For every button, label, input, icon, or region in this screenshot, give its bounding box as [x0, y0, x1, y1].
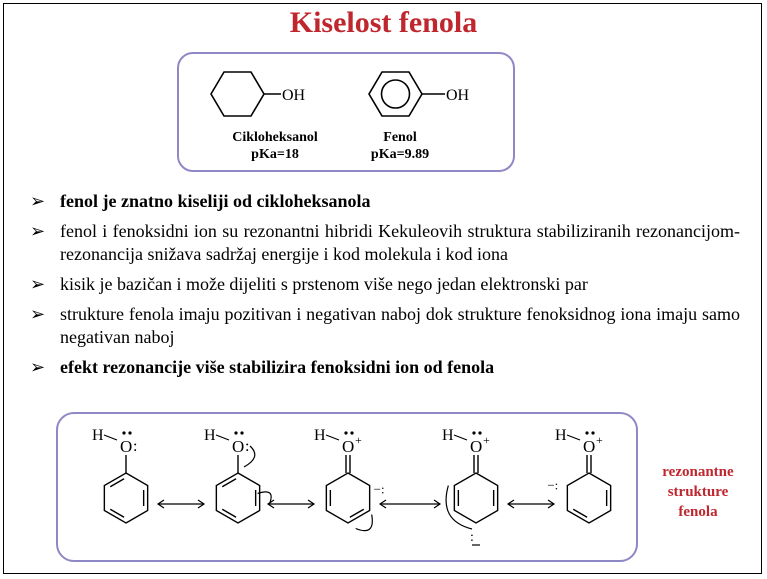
- resonance-label-line: fenola: [678, 504, 718, 520]
- bullet-item: [30, 356, 740, 379]
- cyclohexanol-oh-group: OH: [282, 87, 306, 104]
- oxygen-atom: O: [470, 437, 483, 456]
- positive-charge: +: [483, 433, 490, 447]
- bullet-item: [30, 303, 740, 349]
- resonance-ring: [326, 473, 369, 523]
- bullet-list: [30, 190, 740, 386]
- lone-pair-dot: [478, 431, 481, 434]
- slide-title: Kiselost fenola: [289, 6, 478, 39]
- o-h-bond: [216, 435, 229, 440]
- lone-pair-dot: [240, 431, 243, 434]
- cyclohexane-ring: [211, 72, 264, 116]
- lone-pair-right: :: [133, 438, 138, 455]
- hydrogen-atom: H: [92, 427, 104, 444]
- resonance-ring: [104, 473, 147, 523]
- bullet-text: kisik je bazičan i može dijeliti s prstenom više nego jedan elektronski par: [60, 274, 588, 294]
- lone-pair-bottom: :: [470, 530, 474, 545]
- resonance-structures-diagram: [56, 412, 638, 562]
- oxygen-atom: O: [583, 437, 596, 456]
- hydrogen-atom: H: [442, 427, 454, 444]
- resonance-label-line: strukture: [667, 484, 729, 500]
- negative-charge: −:: [373, 481, 385, 497]
- cyclohexanol-pka: pKa=18: [251, 147, 299, 162]
- phenol-pka: pKa=9.89: [370, 147, 430, 162]
- benzene-ring: [369, 72, 422, 116]
- oxygen-atom: O: [232, 437, 245, 456]
- bullet-item: [30, 190, 740, 213]
- bullet-text: efekt rezonancije više stabilizira fenoksidni ion od fenola: [60, 357, 495, 377]
- positive-charge: +: [596, 433, 603, 447]
- resonance-ring: [216, 473, 259, 523]
- lone-pair-dot: [128, 431, 131, 434]
- bullet-item: [30, 220, 740, 266]
- negative-charge: −:: [547, 477, 559, 493]
- resonance-ring: [454, 473, 497, 523]
- bullet-text: strukture fenola imaju pozitivan i negativan naboj dok strukture fenoksidnog iona imaju samo negativan naboj: [60, 304, 740, 347]
- double-bond-line: [222, 479, 236, 487]
- phenol-name: Fenol: [383, 130, 417, 145]
- hydrogen-atom: H: [204, 427, 216, 444]
- o-h-bond: [326, 435, 339, 440]
- positive-charge: +: [355, 433, 362, 447]
- arrow-bullet-icon: ➢: [30, 274, 46, 294]
- double-bond-line: [110, 509, 124, 517]
- hydrogen-atom: H: [314, 427, 326, 444]
- arrow-bullet-icon: ➢: [30, 191, 46, 211]
- phenol-oh-group: OH: [446, 87, 470, 104]
- resonance-ring: [567, 473, 610, 523]
- oxygen-atom: O: [120, 437, 133, 456]
- o-h-bond: [104, 435, 117, 440]
- double-bond-line: [110, 479, 124, 487]
- hydrogen-atom: H: [555, 427, 567, 444]
- double-bond-line: [573, 509, 587, 517]
- phenol-label: [350, 129, 450, 163]
- arrow-bullet-icon: ➢: [30, 221, 46, 241]
- oxygen-atom: O: [342, 437, 355, 456]
- bullet-item: [30, 273, 740, 296]
- lone-pair-dot: [234, 431, 237, 434]
- resonance-label: [650, 462, 746, 522]
- lone-pair-dot: [591, 431, 594, 434]
- lone-pair-dot: [585, 431, 588, 434]
- resonance-label-line: rezonantne: [662, 464, 734, 480]
- arrow-bullet-icon: ➢: [30, 304, 46, 324]
- cyclohexanol-name: Cikloheksanol: [232, 130, 318, 145]
- lone-pair-dot: [122, 431, 125, 434]
- double-bond-line: [350, 509, 364, 517]
- lone-pair-dot: [350, 431, 353, 434]
- double-bond-line: [222, 509, 236, 517]
- cyclohexanol-label: [210, 129, 340, 163]
- bullet-text: fenol i fenoksidni ion su rezonantni hibridi Kekuleovih struktura stabiliziranih rezonancijom- rezonancija snižava sadržaj energije i kod molekula i kod iona: [60, 221, 740, 264]
- lone-pair-right: :: [245, 438, 250, 455]
- aromatic-circle: [382, 80, 410, 108]
- lone-pair-dot: [472, 431, 475, 434]
- o-h-bond: [454, 435, 467, 440]
- arrow-bullet-icon: ➢: [30, 357, 46, 377]
- o-h-bond: [567, 435, 580, 440]
- bullet-text: fenol je znatno kiseliji od cikloheksanola: [60, 191, 371, 211]
- lone-pair-dot: [344, 431, 347, 434]
